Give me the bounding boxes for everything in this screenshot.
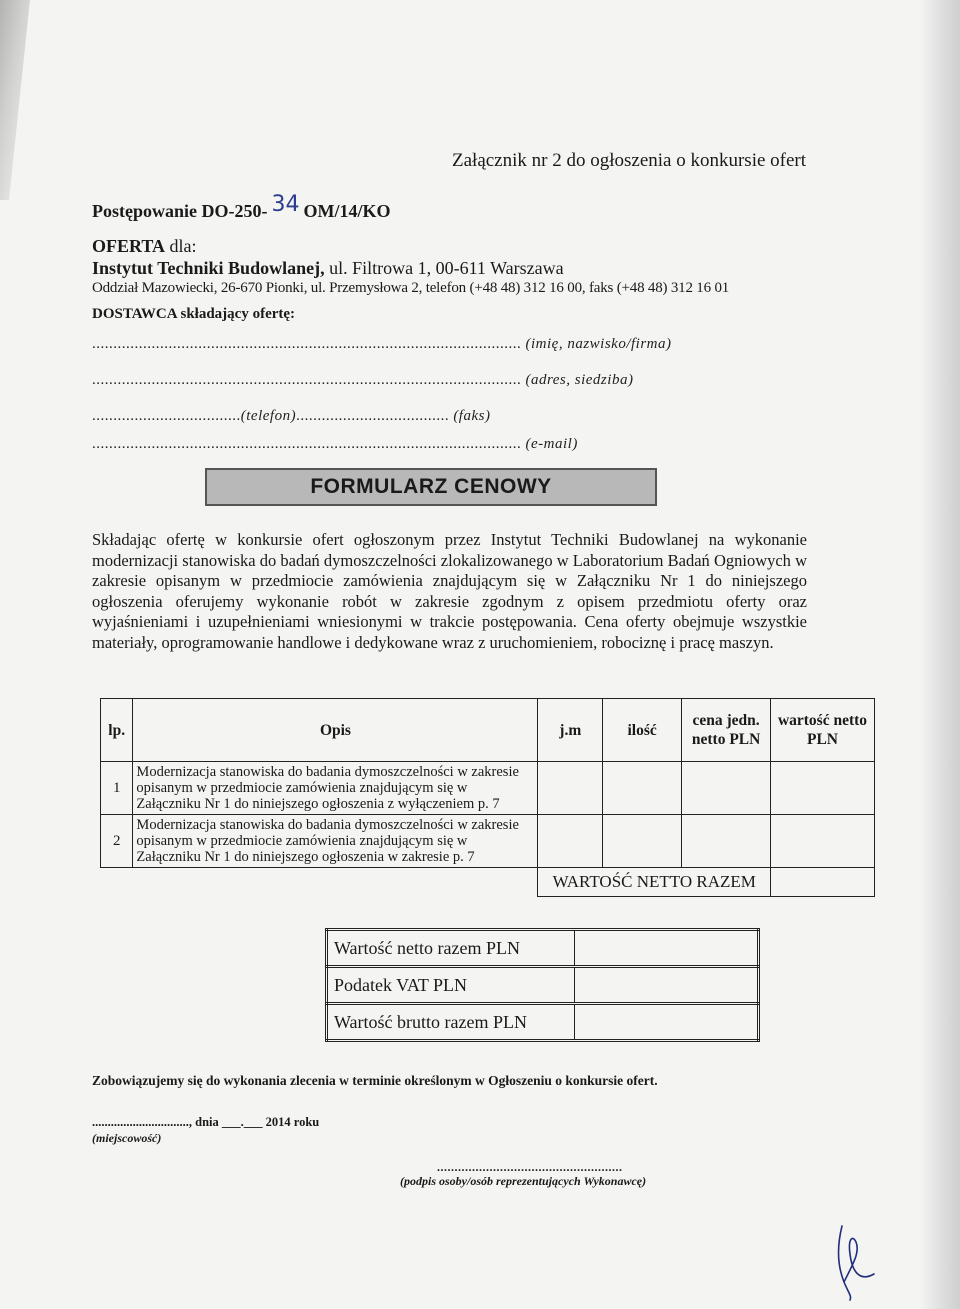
table-row	[101, 815, 875, 868]
row-opis: Modernizacja stanowiska do badania dymoszczelności w zakresie opisanym w przedmiocie zamówienia znajdującym się w Załączniku Nr 1 do niniejszego ogłoszenia w zakresie p. 7	[133, 815, 538, 868]
summary-label: Wartość brutto razem PLN	[327, 1004, 575, 1041]
summary-value-cell[interactable]	[575, 1004, 759, 1041]
summary-table	[325, 928, 760, 1042]
summary-value-cell[interactable]	[575, 930, 759, 967]
row-wartosc-cell[interactable]	[771, 815, 875, 868]
summary-row	[327, 930, 759, 967]
summary-row	[327, 1004, 759, 1041]
procedure-number	[92, 192, 391, 223]
summary-value-cell[interactable]	[575, 967, 759, 1004]
header-lp: lp.	[101, 699, 133, 762]
offer-paragraph: Składając ofertę w konkursie ofert ogłoszonym przez Instytut Techniki Budowlanej na wykonanie modernizacji stanowiska do badań dymoszczelności zlokalizowanego w Laboratorium Badań Ogniowych w zakresie opisanym w przedmiocie zamówienia znajdującym się w Załączniku Nr 1 do niniejszego ogłoszenia oferujemy wykonanie robót w zakresie zgodnym z opisem przedmiotu oferty oraz wyjaśnieniami i uzupełnieniami wniesionymi w trakcie postępowania. Cena oferty obejmuje wszystkie materiały, oprogramowanie handlowe i dedykowane wraz z uruchomieniem, robociznę i pracę maszyn.	[92, 530, 807, 652]
supplier-phone-label: (telefon)	[240, 408, 297, 424]
place-date-line[interactable]: ..............................., dnia ___.___ 2014 roku	[92, 1115, 320, 1129]
total-label: WARTOŚĆ NETTO RAZEM	[538, 868, 771, 897]
row-ilosc-cell[interactable]	[603, 762, 682, 815]
header-wartosc: wartość netto PLN	[771, 699, 875, 762]
table-row	[101, 762, 875, 815]
form-banner: FORMULARZ CENOWY	[205, 468, 657, 506]
header-jm: j.m	[538, 699, 603, 762]
handwritten-number: 34	[271, 192, 300, 217]
summary-row	[327, 967, 759, 1004]
annex-title: Załącznik nr 2 do ogłoszenia o konkursie ofert	[452, 150, 807, 171]
row-ilosc-cell[interactable]	[603, 815, 682, 868]
row-wartosc-cell[interactable]	[771, 762, 875, 815]
header-opis: Opis	[133, 699, 538, 762]
row-cena-cell[interactable]	[682, 762, 771, 815]
row-jm-cell[interactable]	[538, 762, 603, 815]
branch-line: Oddział Mazowiecki, 26-670 Pionki, ul. Przemysłowa 2, telefon (+48 48) 312 16 00, faks (+48 48) 312 16 01	[92, 280, 730, 296]
scan-edge-right	[920, 0, 960, 1309]
summary-label: Wartość netto razem PLN	[327, 930, 575, 967]
row-jm-cell[interactable]	[538, 815, 603, 868]
institute-line	[92, 258, 564, 279]
commitment-statement: Zobowiązujemy się do wykonania zlecenia w terminie określonym w Ogłoszeniu o konkursie ofert.	[92, 1073, 658, 1088]
offer-label: OFERTA	[92, 236, 166, 256]
supplier-fax-label: (faks)	[453, 408, 491, 424]
offer-heading	[92, 236, 197, 257]
supplier-email-label: (e-mail)	[525, 436, 578, 452]
header-cena: cena jedn. netto PLN	[682, 699, 771, 762]
summary-label: Podatek VAT PLN	[327, 967, 575, 1004]
supplier-name-label: (imię, nazwisko/firma)	[525, 336, 672, 352]
procedure-suffix: OM/14/KO	[303, 201, 391, 221]
handwritten-signature-icon	[830, 1222, 880, 1302]
supplier-email-field[interactable]: ..................................................................................................... (e-mail)	[92, 436, 578, 452]
price-table-header	[101, 699, 875, 762]
supplier-address-field[interactable]: ..................................................................................................... (adres, siedziba)	[92, 372, 634, 388]
supplier-address-label: (adres, siedziba)	[525, 372, 634, 388]
row-lp: 2	[101, 815, 133, 868]
offer-for: dla:	[169, 236, 197, 256]
total-row	[101, 868, 875, 897]
header-ilosc: ilość	[603, 699, 682, 762]
row-lp: 1	[101, 762, 133, 815]
supplier-phone-fax-field[interactable]: ...................................(telefon).................................... (faks)	[92, 408, 491, 424]
price-table	[100, 698, 875, 897]
procedure-prefix: Postępowanie DO-250-	[92, 201, 268, 221]
supplier-heading: DOSTAWCA składający ofertę:	[92, 306, 296, 322]
signature-line[interactable]: .....................................................	[437, 1160, 623, 1174]
total-value-cell[interactable]	[771, 868, 875, 897]
supplier-name-field[interactable]: ..................................................................................................... (imię, nazwisko/firma)	[92, 336, 672, 352]
institute-name: Instytut Techniki Budowlanej,	[92, 258, 325, 278]
institute-address: ul. Filtrowa 1, 00-611 Warszawa	[329, 258, 564, 278]
scan-edge-left	[0, 0, 30, 200]
row-opis: Modernizacja stanowiska do badania dymoszczelności w zakresie opisanym w przedmiocie zamówienia znajdującym się w Załączniku Nr 1 do niniejszego ogłoszenia z wyłączeniem p. 7	[133, 762, 538, 815]
place-label: (miejscowość)	[92, 1131, 162, 1145]
row-cena-cell[interactable]	[682, 815, 771, 868]
signature-label: (podpis osoby/osób reprezentujących Wykonawcę)	[400, 1174, 647, 1188]
